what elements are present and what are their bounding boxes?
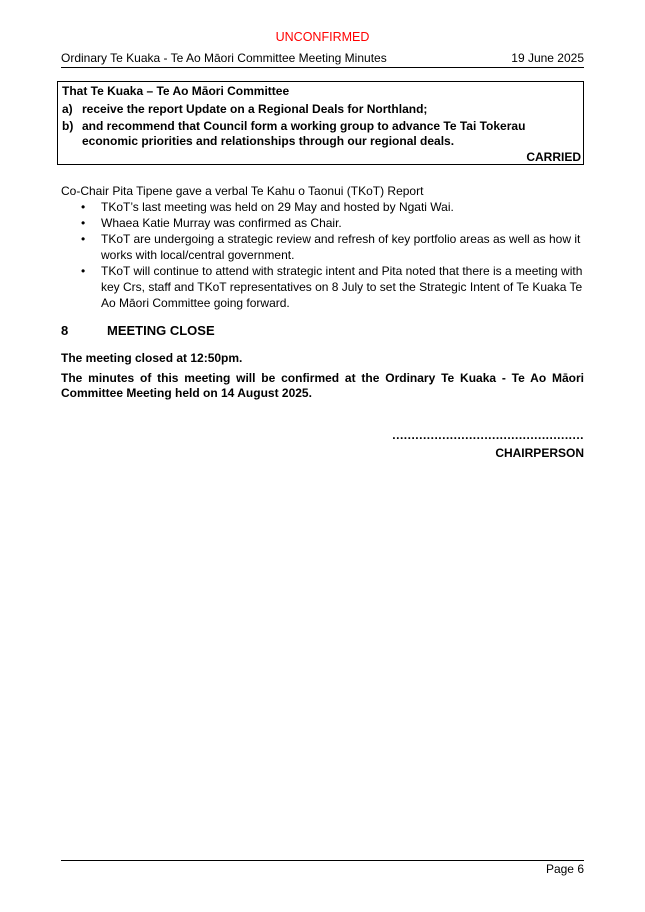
section-number: 8 bbox=[61, 323, 69, 338]
page-number: Page 6 bbox=[545, 862, 584, 876]
list-item bbox=[61, 231, 584, 263]
header-divider bbox=[61, 67, 584, 68]
report-intro: Co-Chair Pita Tipene gave a verbal Te Kahu o Taonui (TKoT) Report bbox=[61, 184, 424, 198]
header-date: 19 June 2025 bbox=[511, 51, 584, 65]
bullet-text: TKoT will continue to attend with strategic intent and Pita noted that there is a meeting with key Crs, staff and TKoT representatives on 8 July to set the Strategic Intent of Te Kuaka Te Ao Māori Committee going forward. bbox=[101, 264, 583, 310]
resolution-item-a bbox=[62, 102, 584, 117]
bullet-icon: • bbox=[81, 232, 86, 246]
bullet-icon: • bbox=[81, 200, 86, 214]
bullet-icon: • bbox=[81, 264, 86, 278]
footer-divider bbox=[61, 860, 584, 861]
confirmation-text: The minutes of this meeting will be confirmed at the Ordinary Te Kuaka - Te Ao Māori Committee Meeting held on 14 August 2025. bbox=[61, 371, 584, 400]
list-item bbox=[61, 199, 584, 215]
meeting-closed-text: The meeting closed at 12:50pm. bbox=[61, 351, 243, 365]
resolution-box bbox=[57, 81, 584, 165]
resolution-text: and recommend that Council form a working group to advance Te Tai Tokerau economic priorities and relationships through our regional deals. bbox=[82, 119, 526, 148]
section-heading bbox=[61, 323, 215, 338]
resolution-item-b bbox=[62, 119, 584, 149]
report-bullet-list bbox=[61, 199, 584, 311]
signature-line: .................................................. bbox=[392, 428, 584, 442]
list-item bbox=[61, 263, 584, 311]
carried-label: CARRIED bbox=[526, 150, 581, 164]
bullet-icon: • bbox=[81, 216, 86, 230]
bullet-text: Whaea Katie Murray was confirmed as Chair. bbox=[101, 216, 342, 230]
resolution-marker: a) bbox=[62, 102, 73, 116]
resolution-heading: That Te Kuaka – Te Ao Māori Committee bbox=[62, 84, 290, 98]
section-title: MEETING CLOSE bbox=[107, 323, 215, 338]
bullet-text: TKoT’s last meeting was held on 29 May and hosted by Ngati Wai. bbox=[101, 200, 454, 214]
chairperson-label: CHAIRPERSON bbox=[495, 446, 584, 460]
list-item bbox=[61, 215, 584, 231]
page-header bbox=[61, 51, 584, 65]
header-title: Ordinary Te Kuaka - Te Ao Māori Committee Meeting Minutes bbox=[61, 51, 387, 65]
resolution-text: receive the report Update on a Regional Deals for Northland; bbox=[82, 102, 428, 116]
unconfirmed-label: UNCONFIRMED bbox=[275, 30, 370, 44]
bullet-text: TKoT are undergoing a strategic review and refresh of key portfolio areas as well as how it works with local/central government. bbox=[101, 232, 581, 262]
resolution-marker: b) bbox=[62, 119, 74, 133]
